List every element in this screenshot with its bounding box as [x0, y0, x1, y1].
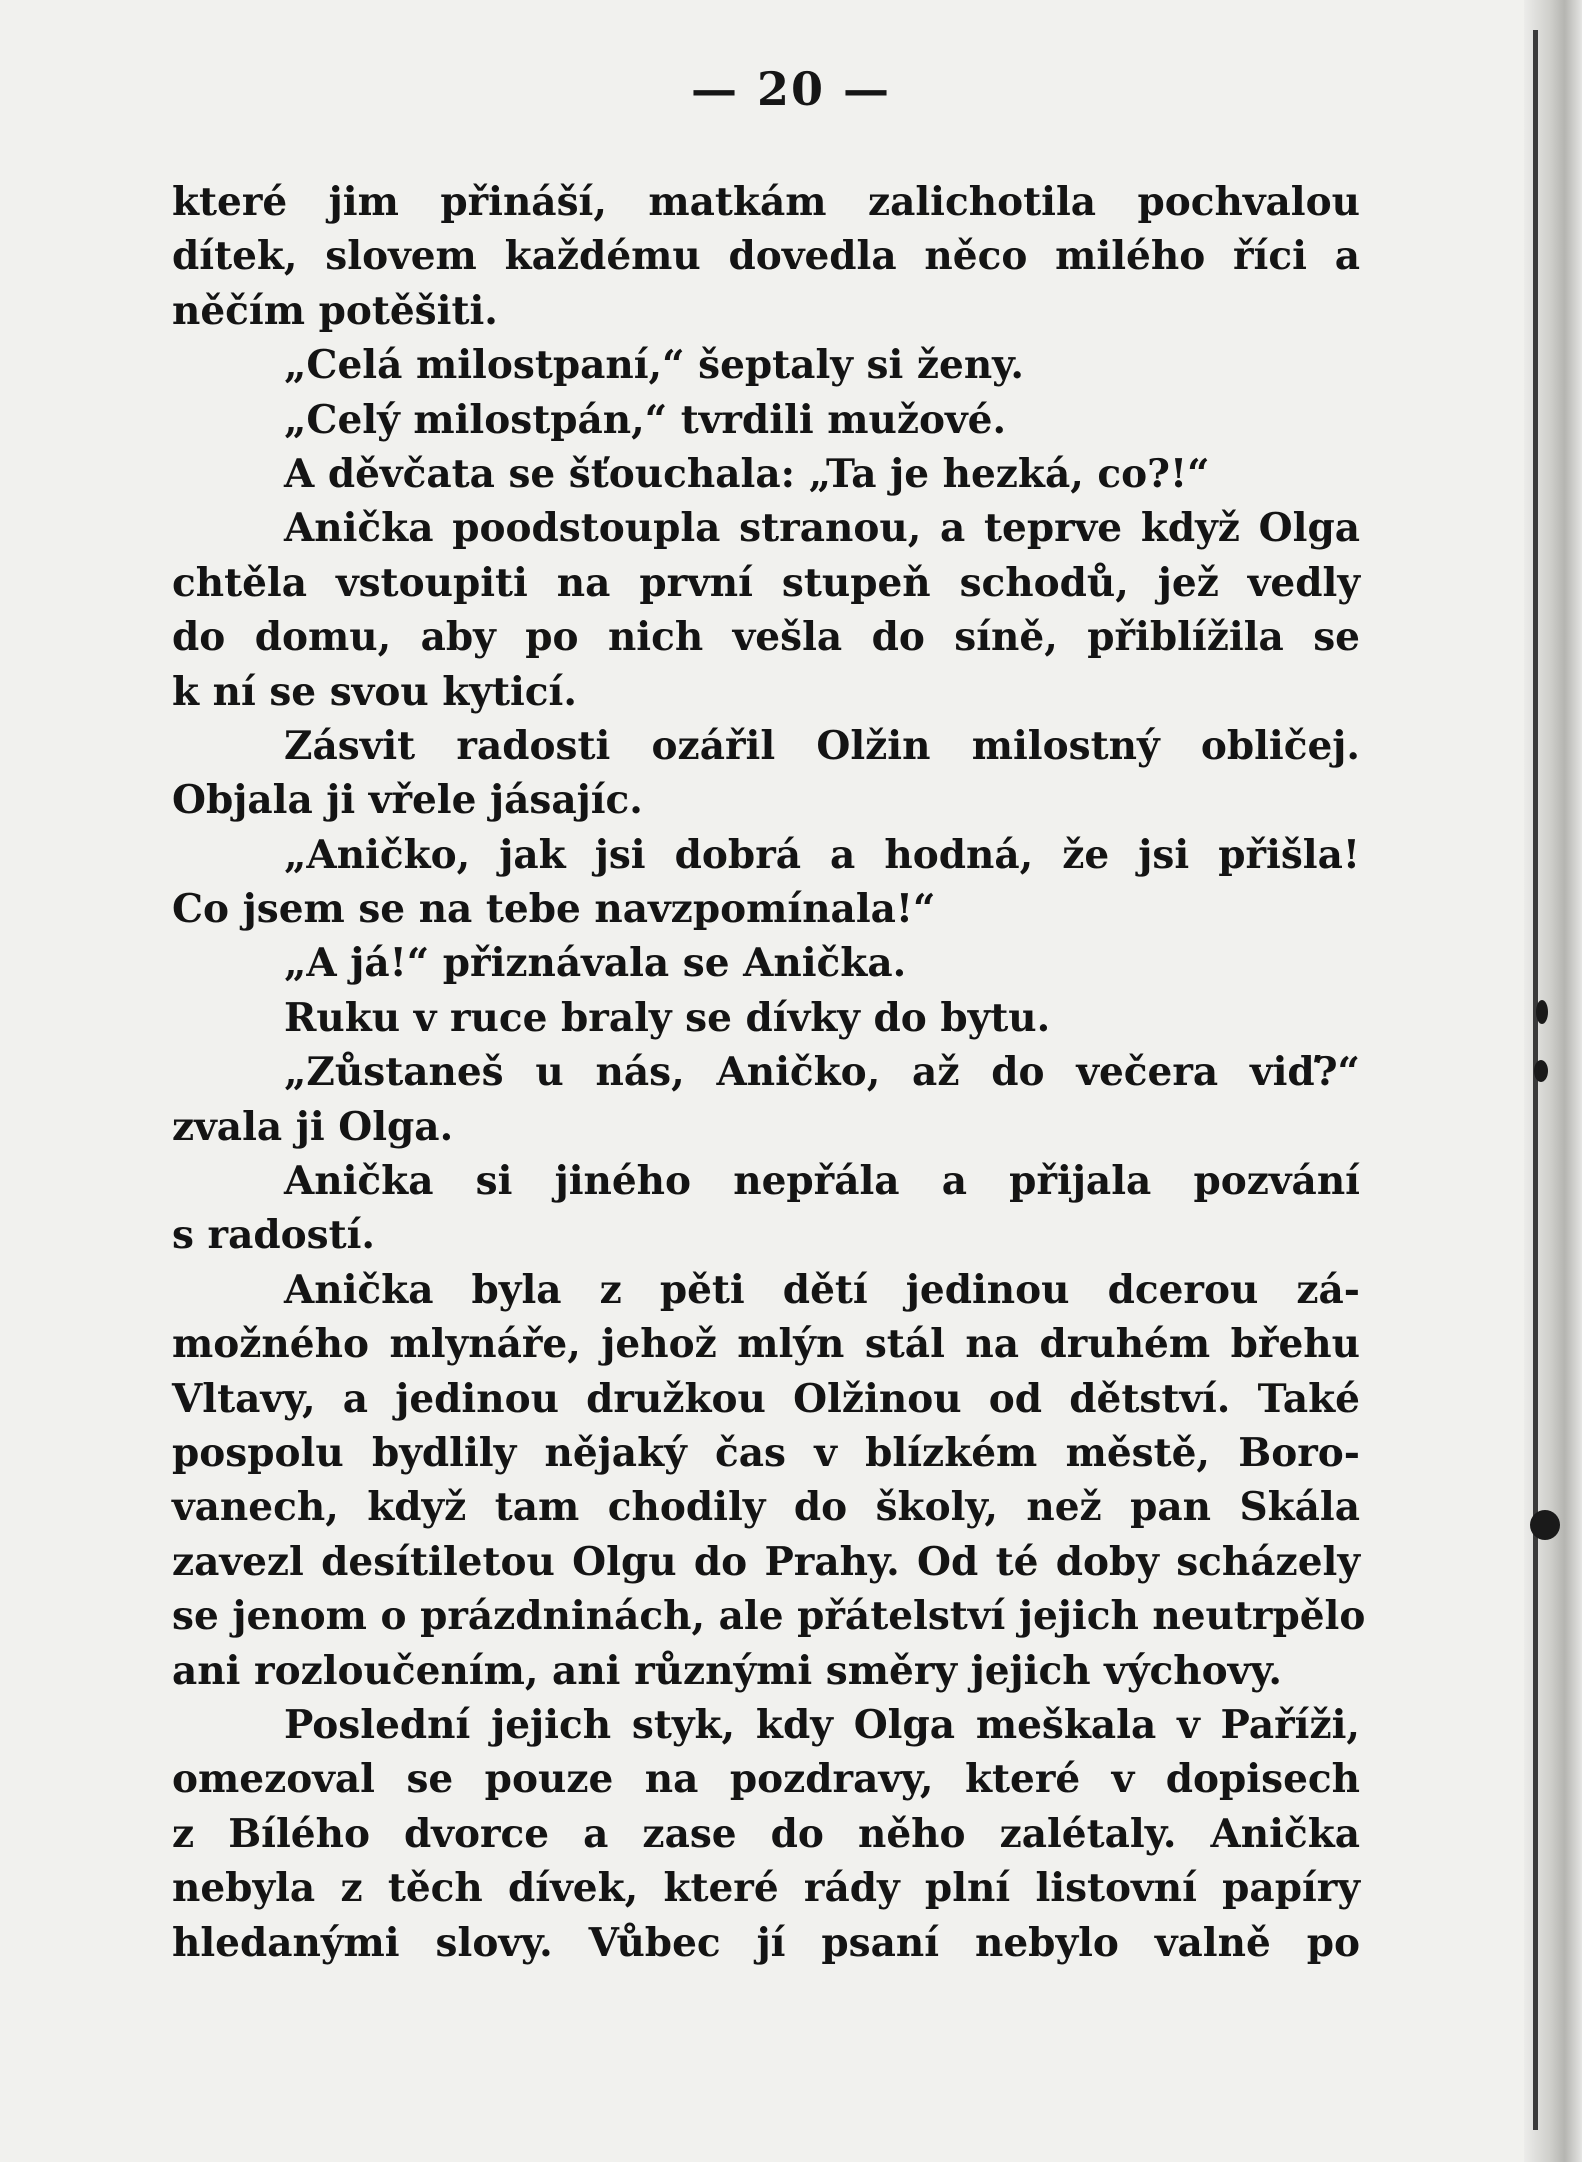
text-line: Co jsem se na tebe navzpomínala!“: [172, 886, 936, 933]
text-line: „Aničko, jak jsi dobrá a hodná, že jsi přišla!: [284, 831, 1360, 878]
body-text: [172, 175, 1366, 1970]
text-line: které jim přináší, matkám zalichotila pochvalou: [172, 179, 1360, 225]
text-line: možného mlynáře, jehož mlýn stál na druhém břehu: [172, 1321, 1360, 1368]
text-line: k ní se svou kyticí.: [172, 668, 577, 715]
text-line: omezoval se pouze na pozdravy, které v dopisech: [172, 1756, 1360, 1803]
page-number: — 20 —: [690, 62, 892, 116]
text-line: „Celá milostpaní,“ šeptaly si ženy.: [284, 342, 1024, 389]
edge-ink-mark: [1536, 1000, 1548, 1024]
text-line: z Bílého dvorce a zase do něho zalétaly. Anička: [172, 1810, 1360, 1857]
text-line: Anička si jiného nepřála a přijala pozvání: [284, 1158, 1360, 1205]
text-line: pospolu bydlily nějaký čas v blízkém městě, Boro-: [172, 1429, 1360, 1476]
edge-ink-mark: [1534, 1060, 1548, 1082]
text-line: Objala ji vřele jásajíc.: [172, 777, 643, 824]
text-line: ani rozloučením, ani různými směry jejich výchovy.: [172, 1647, 1283, 1694]
text-line: chtěla vstoupiti na první stupeň schodů, jež vedly: [172, 559, 1360, 606]
text-line: „A já!“ přiznávala se Anička.: [284, 940, 907, 987]
text-line: Anička poodstoupla stranou, a teprve když Olga: [284, 505, 1360, 552]
text-line: Anička byla z pěti dětí jedinou dcerou zá-: [284, 1266, 1360, 1313]
text-line: zvala ji Olga.: [172, 1103, 454, 1150]
text-line: něčím potěšiti.: [172, 287, 498, 334]
text-line: Poslední jejich styk, kdy Olga meškala v Paříži,: [284, 1701, 1360, 1748]
text-line: nebyla z těch dívek, které rády plní listovní papíry: [172, 1865, 1360, 1912]
text-line: dítek, slovem každému dovedla něco milého říci a: [172, 233, 1360, 280]
text-line: se jenom o prázdninách, ale přátelství jejich neutrpělo: [172, 1593, 1366, 1640]
text-line: Zásvit radosti ozářil Olžin milostný obličej.: [284, 722, 1360, 769]
text-line: „Celý milostpán,“ tvrdili mužové.: [284, 396, 1007, 443]
text-line: do domu, aby po nich vešla do síně, přiblížila se: [172, 614, 1360, 661]
text-line: hledanými slovy. Vůbec jí psaní nebylo valně po: [172, 1919, 1360, 1966]
text-line: s radostí.: [172, 1212, 375, 1259]
text-line: Vltavy, a jedinou družkou Olžinou od dětství. Také: [172, 1375, 1360, 1422]
edge-ink-mark: [1530, 1510, 1560, 1540]
text-line: zavezl desítiletou Olgu do Prahy. Od té doby scházely: [172, 1538, 1360, 1585]
text-line: Ruku v ruce braly se dívky do bytu.: [284, 994, 1051, 1041]
text-line: vanech, když tam chodily do školy, než pan Skála: [172, 1484, 1360, 1531]
text-line: A děvčata se šťouchala: „Ta je hezká, co?!“: [284, 450, 1210, 497]
text-line: „Zůstaneš u nás, Aničko, až do večera viď?“: [284, 1049, 1360, 1096]
